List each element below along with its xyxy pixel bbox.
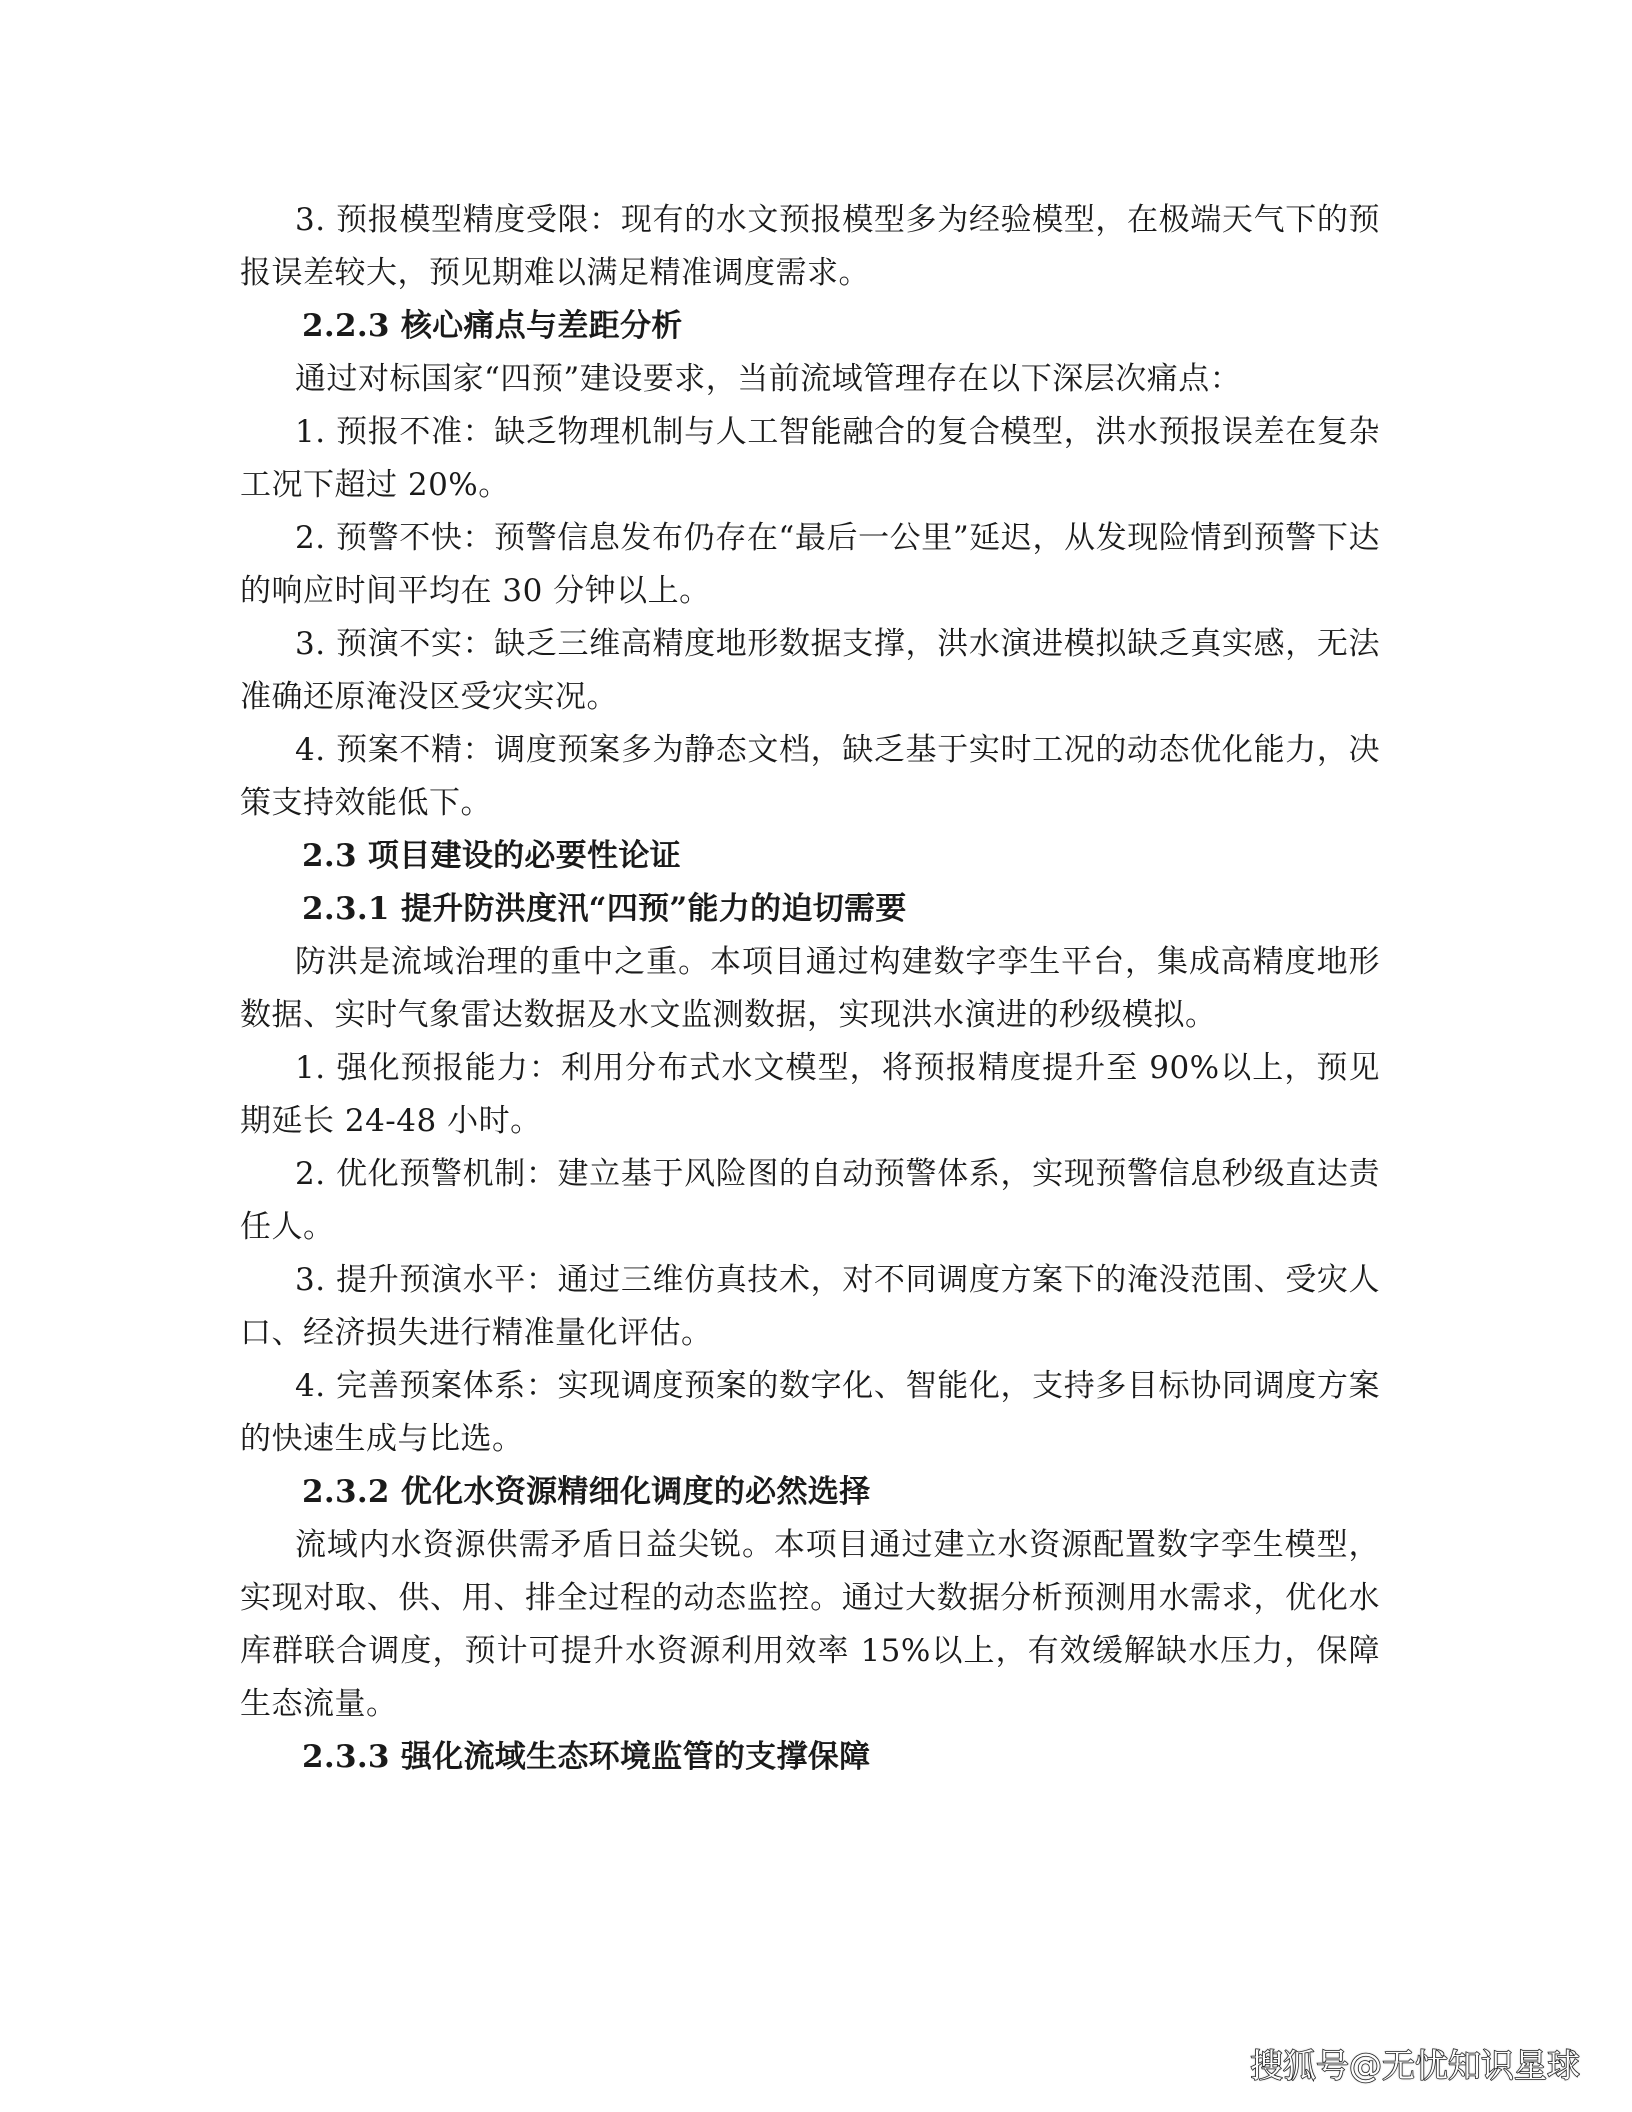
- section-heading-2-3-2: 2.3.2 优化水资源精细化调度的必然选择: [302, 1474, 871, 1510]
- section-heading-2-3-1: 2.3.1 提升防洪度汛“四预”能力的迫切需要: [302, 891, 907, 927]
- list-item-forecast-model-accuracy: 3. 预报模型精度受限：现有的水文预报模型多为经验模型，在极端天气下的预报误差较大，预见期难以满足精准调度需求。: [240, 202, 1380, 291]
- paragraph-pain-points-intro: 通过对标国家“四预”建设要求，当前流域管理存在以下深层次痛点：: [295, 361, 1242, 397]
- list-item-improve-simulation: 3. 提升预演水平：通过三维仿真技术，对不同调度方案下的淹没范围、受灾人口、经济损失进行精准量化评估。: [240, 1262, 1380, 1351]
- watermark: 搜狐号@无忧知识星球: [1250, 2046, 1580, 2085]
- list-item-complete-plan-system: 4. 完善预案体系：实现调度预案的数字化、智能化，支持多目标协同调度方案的快速生成与比选。: [240, 1368, 1380, 1457]
- list-item-inaccurate-forecast: 1. 预报不准：缺乏物理机制与人工智能融合的复合模型，洪水预报误差在复杂工况下超过 20%。: [240, 414, 1380, 503]
- paragraph-flood-control: 防洪是流域治理的重中之重。本项目通过构建数字孪生平台，集成高精度地形数据、实时气象雷达数据及水文监测数据，实现洪水演进的秒级模拟。: [240, 944, 1380, 1033]
- section-heading-2-3: 2.3 项目建设的必要性论证: [302, 838, 681, 874]
- list-item-unrealistic-simulation: 3. 预演不实：缺乏三维高精度地形数据支撑，洪水演进模拟缺乏真实感，无法准确还原淹没区受灾实况。: [240, 626, 1380, 715]
- paragraph-water-resources: 流域内水资源供需矛盾日益尖锐。本项目通过建立水资源配置数字孪生模型，实现对取、供、用、排全过程的动态监控。通过大数据分析预测用水需求，优化水库群联合调度，预计可提升水资源利用效率 15%以上，有效缓解缺水压力，保障生态流量。: [240, 1527, 1380, 1722]
- document-body: [240, 194, 1380, 1784]
- list-item-strengthen-forecast: 1. 强化预报能力：利用分布式水文模型，将预报精度提升至 90%以上，预见期延长 24-48 小时。: [240, 1050, 1380, 1139]
- list-item-optimize-warning: 2. 优化预警机制：建立基于风险图的自动预警体系，实现预警信息秒级直达责任人。: [240, 1156, 1380, 1245]
- list-item-slow-warning: 2. 预警不快：预警信息发布仍存在“最后一公里”延迟，从发现险情到预警下达的响应时间平均在 30 分钟以上。: [240, 520, 1380, 609]
- section-heading-2-2-3: 2.2.3 核心痛点与差距分析: [302, 308, 683, 344]
- section-heading-2-3-3: 2.3.3 强化流域生态环境监管的支撑保障: [302, 1739, 871, 1775]
- list-item-imprecise-plan: 4. 预案不精：调度预案多为静态文档，缺乏基于实时工况的动态优化能力，决策支持效能低下。: [240, 732, 1380, 821]
